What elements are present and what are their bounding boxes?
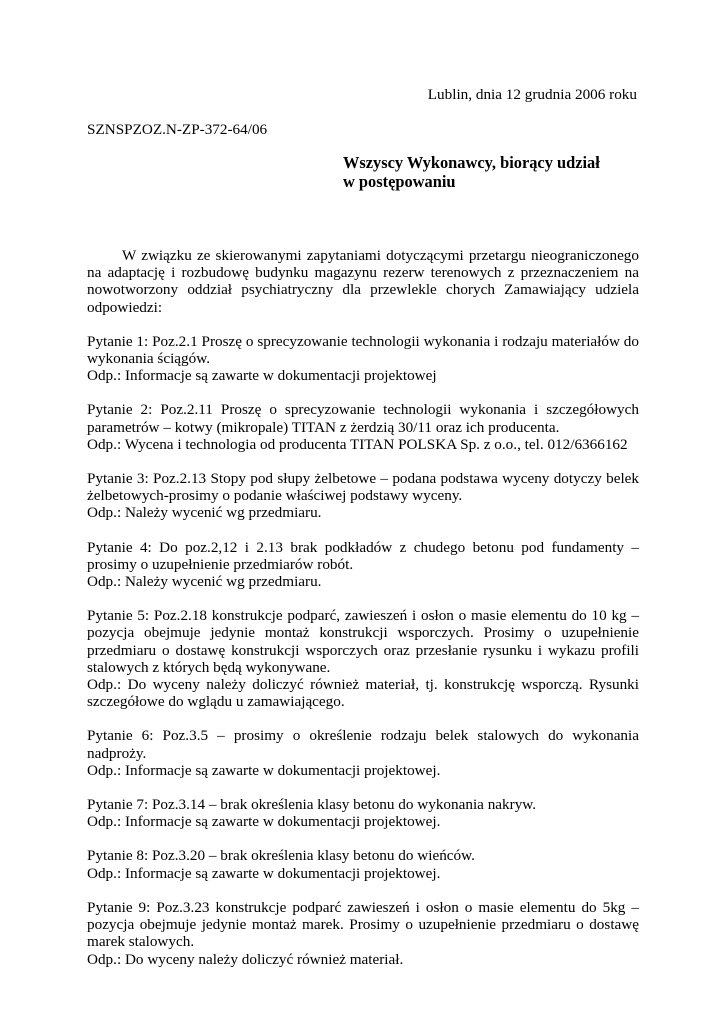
qa-item-2 (87, 401, 639, 453)
recipient-block (343, 153, 600, 191)
document-date: Lublin, dnia 12 grudnia 2006 roku (427, 86, 637, 103)
question-7: Pytanie 7: Poz.3.14 – brak określenia klasy betonu do wykonania nakryw. (87, 796, 537, 814)
question-9: Pytanie 9: Poz.3.23 konstrukcje podparć zawieszeń i osłon o masie elementu do 5kg – pozycja obejmuje jedynie montaż marek. Prosimy o uzupełnienie przedmiaru o dostawę marek stalowych. (87, 898, 639, 951)
qa-item-7 (87, 796, 639, 830)
answer-2: Odp.: Wycena i technologia od producenta TITAN POLSKA Sp. z o.o., tel. 012/6366162 (87, 435, 628, 453)
answer-6: Odp.: Informacje są zawarte w dokumentacji projektowej. (87, 761, 441, 779)
document-body (87, 247, 639, 985)
answer-9: Odp.: Do wyceny należy doliczyć również materiał. (87, 950, 404, 968)
question-4: Pytanie 4: Do poz.2,12 i 2.13 brak podkładów z chudego betonu pod fundamenty – prosimy o uzupełnienie przedmiarów robót. (87, 538, 639, 573)
recipient-line-2: w postępowaniu (343, 172, 456, 191)
question-6: Pytanie 6: Poz.3.5 – prosimy o określenie rodzaju belek stalowych do wykonania nadproży. (87, 727, 639, 762)
question-8: Pytanie 8: Poz.3.20 – brak określenia klasy betonu do wieńców. (87, 847, 475, 865)
question-2: Pytanie 2: Poz.2.11 Proszę o sprecyzowanie technologii wykonania i szczegółowych parametrów – kotwy (mikropale) TITAN z żerdzią 30/11 oraz ich producenta. (87, 401, 639, 436)
qa-item-5 (87, 607, 639, 710)
qa-item-8 (87, 847, 639, 881)
recipient-line-1: Wszyscy Wykonawcy, biorący udział (343, 153, 600, 172)
answer-3: Odp.: Należy wycenić wg przedmiaru. (87, 504, 322, 522)
answer-1: Odp.: Informacje są zawarte w dokumentacji projektowej (87, 367, 437, 385)
qa-item-9 (87, 899, 639, 968)
qa-item-4 (87, 539, 639, 591)
question-3: Pytanie 3: Poz.2.13 Stopy pod słupy żelbetowe – podana podstawa wyceny dotyczy belek żelbetowych-prosimy o podanie właściwej podstawy wyceny. (87, 470, 639, 505)
reference-number: SZNSPZOZ.N-ZP-372-64/06 (87, 121, 268, 138)
answer-7: Odp.: Informacje są zawarte w dokumentacji projektowej. (87, 813, 441, 831)
question-1: Pytanie 1: Poz.2.1 Proszę o sprecyzowanie technologii wykonania i rodzaju materiałów do wykonania ściągów. (87, 332, 639, 368)
answer-5: Odp.: Do wyceny należy doliczyć również materiał, tj. konstrukcję wsporczą. Rysunki szczegółowe do wglądu u zamawiającego. (87, 676, 639, 711)
intro-paragraph: W związku ze skierowanymi zapytaniami dotyczącymi przetargu nieograniczonego na adaptację i rozbudowę budynku magazynu rezerw terenowych z przeznaczeniem na nowotworzony oddział psychiatryczny dla przewlekle chorych Zamawiający udziela odpowiedzi: (87, 247, 639, 316)
answer-4: Odp.: Należy wycenić wg przedmiaru. (87, 573, 322, 591)
qa-item-3 (87, 470, 639, 522)
qa-item-1 (87, 333, 639, 385)
answer-8: Odp.: Informacje są zawarte w dokumentacji projektowej. (87, 864, 441, 882)
question-5: Pytanie 5: Poz.2.18 konstrukcje podparć, zawieszeń i osłon o masie elementu do 10 kg – pozycja obejmuje jedynie montaż konstrukcji wsporczych. Prosimy o uzupełnienie przedmiaru o dostawę konstrukcji wsporczych oraz przesłanie rysunku i wykazu profili stalowych z których będą wykonywane. (87, 607, 639, 676)
qa-item-6 (87, 727, 639, 779)
